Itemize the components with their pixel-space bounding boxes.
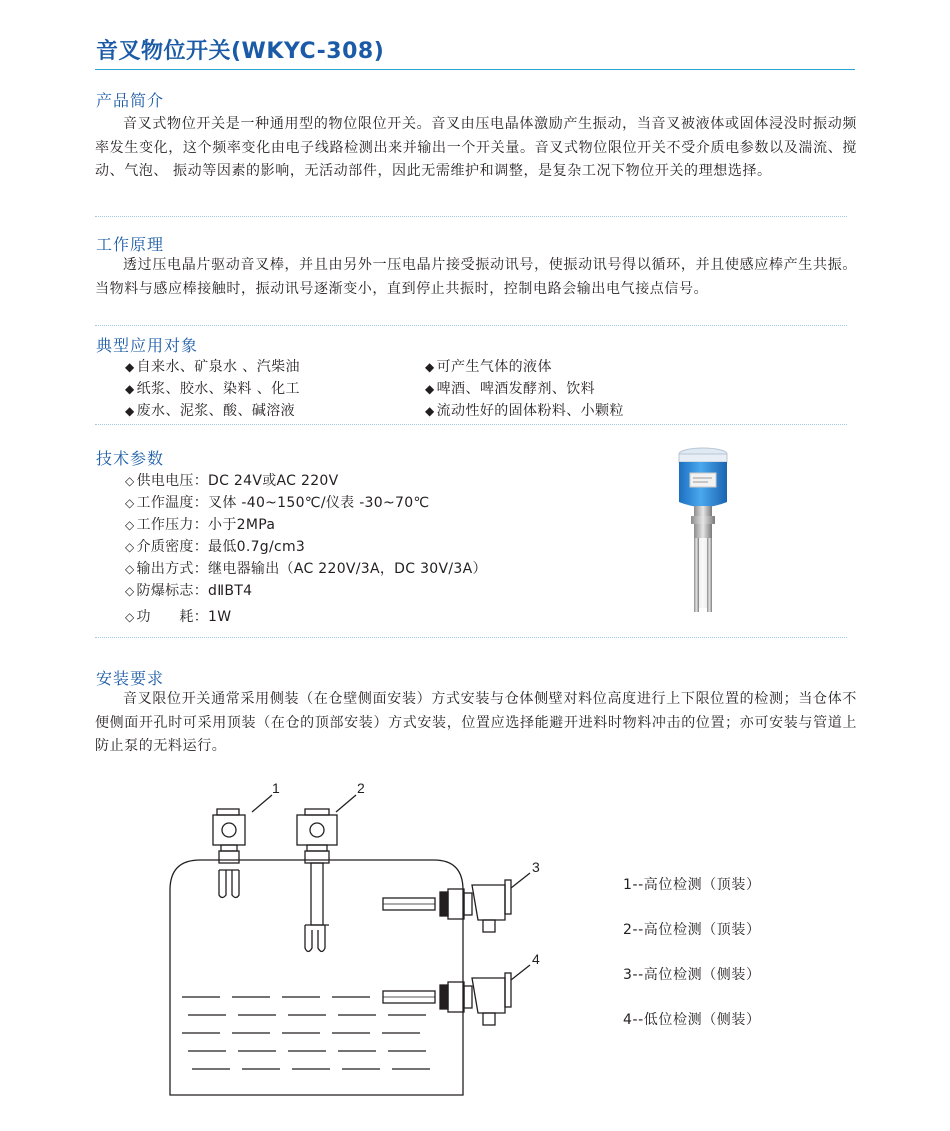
legend-item: 2--高位检测（顶装） [623, 922, 761, 938]
installation-diagram [160, 770, 580, 1110]
install-heading: 安装要求 [96, 669, 165, 688]
spec-item: ◇ 介质密度：最低0.7g/cm3 [125, 536, 487, 558]
section-divider [95, 216, 847, 217]
principle-text: 透过压电晶片驱动音叉棒，并且由另外一压电晶片接受振动讯号，使振动讯号得以循环，并且使感应棒产生共振。当物料与感应棒接触时，振动讯号逐渐变小，直到停止共振时，控制电路会输出电气接点信号。 [95, 257, 857, 297]
title-divider [95, 69, 855, 70]
tank-outline [170, 860, 463, 1095]
spec-item: ◇ 功 耗：1W [125, 606, 487, 628]
principle-heading: 工作原理 [96, 235, 165, 254]
callout-number: 1 [272, 780, 280, 796]
spec-item: ◇ 供电电压：DC 24V或AC 220V [125, 470, 487, 492]
list-item: ◆ 纸浆、胶水、染料 、化工 [125, 378, 425, 400]
product-photo [660, 440, 750, 630]
device-3-side-mount [383, 880, 511, 932]
page-title: 音叉物位开关(WKYC-308) [96, 39, 385, 64]
diagram-legend [623, 863, 761, 1043]
legend-item: 1--高位检测（顶装） [623, 877, 761, 893]
list-item: ◆ 可产生气体的液体 [425, 356, 745, 378]
intro-heading: 产品简介 [96, 91, 165, 110]
section-divider [95, 325, 847, 326]
section-divider [95, 424, 847, 425]
specs-list [125, 470, 487, 628]
liquid-level-lines [182, 997, 430, 1069]
callout-number: 2 [357, 780, 365, 796]
spec-item: ◇ 输出方式：继电器输出（AC 220V/3A，DC 30V/3A） [125, 558, 487, 580]
list-item: ◆ 自来水、矿泉水 、汽柴油 [125, 356, 425, 378]
spec-item: ◇ 工作温度：叉体 -40~150℃/仪表 -30~70℃ [125, 492, 487, 514]
callout-number: 4 [532, 951, 540, 967]
list-item: ◆ 啤酒、啤酒发酵剂、饮料 [425, 378, 745, 400]
specs-heading: 技术参数 [96, 449, 165, 468]
device-1-top-mount [213, 809, 245, 898]
legend-item: 4--低位检测（侧装） [623, 1012, 761, 1028]
spec-item: ◇ 工作压力：小于2MPa [125, 514, 487, 536]
applications-list [125, 356, 745, 422]
callout-number: 3 [532, 859, 540, 875]
device-2-top-mount [297, 809, 337, 952]
spec-item: ◇ 防爆标志：dⅡBT4 [125, 580, 487, 602]
device-4-side-mount [383, 973, 511, 1025]
intro-text: 音叉式物位开关是一种通用型的物位限位开关。音叉由压电晶体激励产生振动，当音叉被液体或固体浸没时振动频率发生变化，这个频率变化由电子线路检测出来并输出一个开关量。音叉式物位限位开关不受介质电参数以及湍流、搅动、气泡、 振动等因素的影响，无活动部件，因此无需维护和调整，是复杂工况下物位开关的理想选择。 [95, 116, 857, 179]
list-item: ◆ 流动性好的固体粉料、小颗粒 [425, 400, 745, 422]
install-text: 音叉限位开关通常采用侧装（在仓壁侧面安装）方式安装与仓体侧壁对料位高度进行上下限位置的检测；当仓体不便侧面开孔时可采用顶装（在仓的顶部安装）方式安装，位置应选择能避开进料时物料冲击的位置；亦可安装与管道上防止泵的无料运行。 [95, 691, 857, 754]
legend-item: 3--高位检测（侧装） [623, 967, 761, 983]
list-item: ◆ 废水、泥浆、酸、碱溶液 [125, 400, 425, 422]
applications-heading: 典型应用对象 [96, 336, 199, 355]
section-divider [95, 637, 847, 638]
